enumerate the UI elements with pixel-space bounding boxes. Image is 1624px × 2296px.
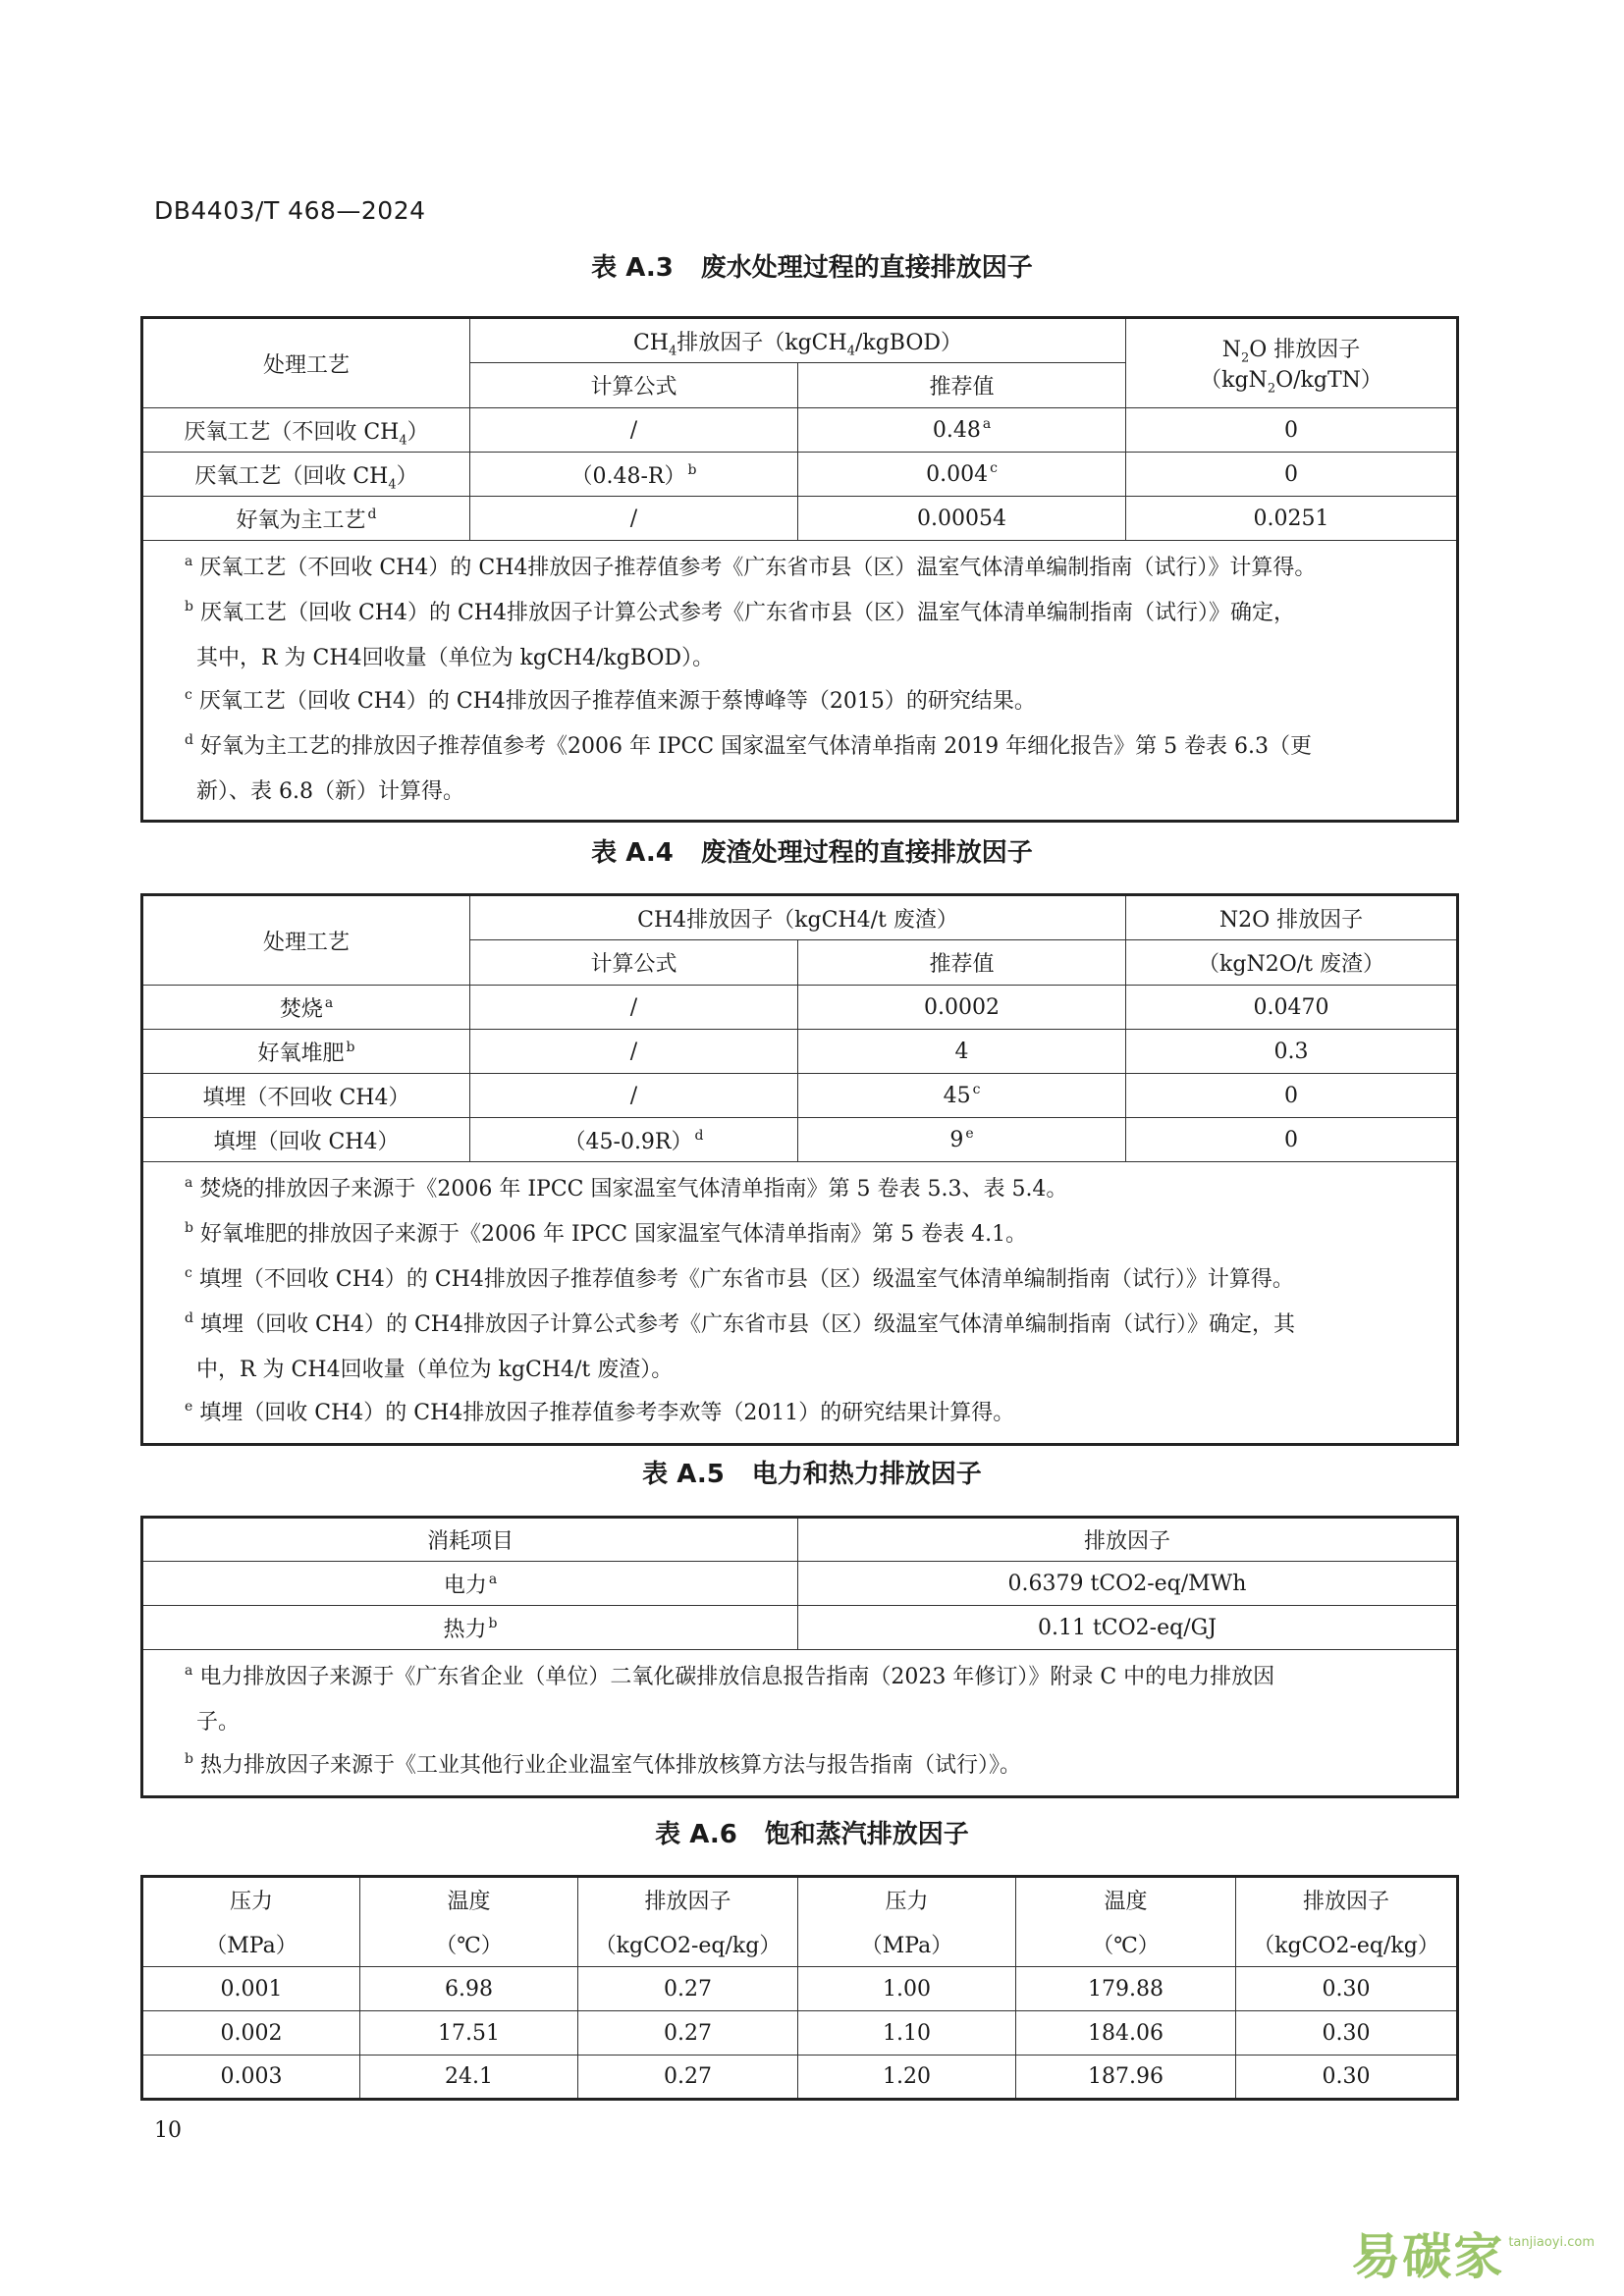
table-row <box>142 2011 1458 2056</box>
cell-item: 电力 $^a$ <box>142 1562 798 1606</box>
note-item: 子。 <box>196 1710 241 1735</box>
table-cell: 0.27 <box>578 2011 798 2056</box>
cell-process: 厌氧工艺（回收 $CH_4$） <box>142 453 470 497</box>
table-a4-header-ch4: CH4排放因子（kgCH4/t 废渣） <box>470 895 1126 940</box>
table-a3-title: 废水处理过程的直接排放因子 <box>700 253 1033 283</box>
table-cell: 0.30 <box>1236 2011 1458 2056</box>
table-cell: 1.10 <box>798 2011 1016 2056</box>
note-item: $^c$ 填埋（不回收 CH4）的 CH4排放因子推荐值参考《广东省市县（区）级温室气体清单编制指南（试行）》计算得。 <box>185 1265 1294 1292</box>
cell-formula: / <box>470 497 798 541</box>
table-a6-header-temperature: 温度 <box>1016 1877 1236 1922</box>
table-a3-header-process: 处理工艺 <box>142 318 470 408</box>
table-a4-header-process: 处理工艺 <box>142 895 470 986</box>
cell-n2o: 0 <box>1126 453 1458 497</box>
table-cell: 0.30 <box>1236 1967 1458 2011</box>
table-a6-header-temperature: 温度 <box>360 1877 578 1922</box>
cell-value: 0.00054 <box>798 497 1126 541</box>
table-cell: 1.20 <box>798 2056 1016 2100</box>
cell-process: 好氧堆肥 $^b$ <box>142 1030 470 1074</box>
table-cell: 0.001 <box>142 1967 360 2011</box>
note-item: 其中，R 为 CH4回收量（单位为 kgCH4/kgBOD）。 <box>196 646 715 670</box>
table-row <box>142 1030 1458 1074</box>
table-a6-caption <box>0 1814 1624 1850</box>
table-a4-notes <box>142 1162 1458 1445</box>
table-row <box>142 453 1458 497</box>
note-item: 新）、表 6.8（新）计算得。 <box>196 779 464 804</box>
cell-formula: / <box>470 408 798 453</box>
table-a3-header-ch4: $CH_4$排放因子（kgCH$_4$/kgBOD） <box>470 318 1126 363</box>
table-row <box>142 408 1458 453</box>
table-cell: 187.96 <box>1016 2056 1236 2100</box>
cell-value: 0.004 $^c$ <box>798 453 1126 497</box>
table-a5-notes <box>142 1650 1458 1797</box>
cell-value: 9 $^e$ <box>798 1118 1126 1162</box>
cell-value: 0.0002 <box>798 986 1126 1030</box>
cell-formula: / <box>470 1030 798 1074</box>
table-a4-header-n2o-unit: （kgN2O/t 废渣） <box>1126 940 1458 986</box>
cell-factor: 0.11 tCO2-eq/GJ <box>798 1606 1458 1650</box>
table-a4-title: 废渣处理过程的直接排放因子 <box>700 838 1033 868</box>
note-item: $^d$ 填埋（回收 CH4）的 CH4排放因子计算公式参考《广东省市县（区）级温室气体清单编制指南（试行）》确定，其 <box>185 1310 1295 1337</box>
watermark-domain: tanjiaoyi.com <box>1508 2235 1595 2250</box>
note-item: $^d$ 好氧为主工艺的排放因子推荐值参考《2006 年 IPCC 国家温室气体清单指南 2019 年细化报告》第 5 卷表 6.3（更 <box>185 732 1313 759</box>
table-a5-header-factor: 排放因子 <box>798 1518 1458 1562</box>
table-a6-header-unit: （kgCO2-eq/kg） <box>578 1922 798 1967</box>
table-row <box>142 497 1458 541</box>
document-number: DB4403/T 468—2024 <box>154 196 426 225</box>
table-a6-header-unit: （℃） <box>1016 1922 1236 1967</box>
table-row <box>142 1606 1458 1650</box>
table-a5-caption <box>0 1454 1624 1490</box>
table-cell: 0.002 <box>142 2011 360 2056</box>
note-item: 中，R 为 CH4回收量（单位为 kgCH4/t 废渣）。 <box>196 1358 674 1382</box>
table-row <box>142 1118 1458 1162</box>
cell-process: 好氧为主工艺 $^d$ <box>142 497 470 541</box>
cell-factor: 0.6379 tCO2-eq/MWh <box>798 1562 1458 1606</box>
cell-formula: / <box>470 986 798 1030</box>
note-item: $^a$ 电力排放因子来源于《广东省企业（单位）二氧化碳排放信息报告指南（2023 年修订）》附录 C 中的电力排放因 <box>185 1663 1275 1689</box>
note-item: $^b$ 热力排放因子来源于《工业其他行业企业温室气体排放核算方法与报告指南（试行）》。 <box>185 1751 1021 1778</box>
table-cell: 6.98 <box>360 1967 578 2011</box>
table-a6 <box>140 1875 1459 2101</box>
table-a5-number: 表 A.5 <box>642 1460 725 1489</box>
table-a6-title: 饱和蒸汽排放因子 <box>764 1820 969 1849</box>
table-row <box>142 1562 1458 1606</box>
table-a3-header-n2o: $N_2O$ 排放因子（kgN$_2$O/kgTN） <box>1126 318 1458 408</box>
table-a5 <box>140 1516 1459 1798</box>
cell-item: 热力 $^b$ <box>142 1606 798 1650</box>
cell-n2o: 0 <box>1126 408 1458 453</box>
watermark-logo <box>1351 2217 1595 2288</box>
table-a4-header-n2o: N2O 排放因子 <box>1126 895 1458 940</box>
table-a3-header-recommended: 推荐值 <box>798 363 1126 408</box>
cell-process: 填埋（不回收 CH4） <box>142 1074 470 1118</box>
cell-process: 焚烧 $^a$ <box>142 986 470 1030</box>
cell-n2o: 0.0470 <box>1126 986 1458 1030</box>
cell-value: 45 $^c$ <box>798 1074 1126 1118</box>
table-a4-header-recommended: 推荐值 <box>798 940 1126 986</box>
table-a6-header-unit: （MPa） <box>142 1922 360 1967</box>
table-a6-header-unit: （kgCO2-eq/kg） <box>1236 1922 1458 1967</box>
table-a6-header-unit: （MPa） <box>798 1922 1016 1967</box>
cell-n2o: 0.3 <box>1126 1030 1458 1074</box>
note-item: $^a$ 焚烧的排放因子来源于《2006 年 IPCC 国家温室气体清单指南》第 5 卷表 5.3、表 5.4。 <box>185 1175 1068 1201</box>
table-cell: 0.27 <box>578 2056 798 2100</box>
cell-formula: （0.48-R） $^b$ <box>470 453 798 497</box>
note-item: $^c$ 厌氧工艺（回收 CH4）的 CH4排放因子推荐值来源于蔡博峰等（2015）的研究结果。 <box>185 687 1036 714</box>
table-a6-header-pressure: 压力 <box>142 1877 360 1922</box>
table-cell: 184.06 <box>1016 2011 1236 2056</box>
watermark-brand: 易碳家 <box>1351 2228 1505 2285</box>
cell-n2o: 0.0251 <box>1126 497 1458 541</box>
table-cell: 0.003 <box>142 2056 360 2100</box>
table-row <box>142 2056 1458 2100</box>
table-a5-title: 电力和热力排放因子 <box>751 1460 982 1489</box>
table-a3-caption <box>0 247 1624 284</box>
note-item: $^e$ 填埋（回收 CH4）的 CH4排放因子推荐值参考李欢等（2011）的研究结果计算得。 <box>185 1399 1015 1425</box>
note-item: $^b$ 好氧堆肥的排放因子来源于《2006 年 IPCC 国家温室气体清单指南》第 5 卷表 4.1。 <box>185 1220 1028 1247</box>
table-a4 <box>140 893 1459 1446</box>
cell-value: 0.48 $^a$ <box>798 408 1126 453</box>
cell-process: 厌氧工艺（不回收 $CH_4$） <box>142 408 470 453</box>
table-a6-number: 表 A.6 <box>655 1820 737 1849</box>
table-cell: 24.1 <box>360 2056 578 2100</box>
table-a3 <box>140 316 1459 823</box>
table-row <box>142 1967 1458 2011</box>
table-a4-caption <box>0 832 1624 869</box>
table-a6-header-pressure: 压力 <box>798 1877 1016 1922</box>
table-a3-notes <box>142 541 1458 822</box>
table-a4-header-formula: 计算公式 <box>470 940 798 986</box>
table-a6-header-unit: （℃） <box>360 1922 578 1967</box>
table-cell: 17.51 <box>360 2011 578 2056</box>
cell-n2o: 0 <box>1126 1118 1458 1162</box>
table-row <box>142 1074 1458 1118</box>
table-cell: 1.00 <box>798 1967 1016 2011</box>
page-number: 10 <box>154 2118 182 2143</box>
table-row <box>142 986 1458 1030</box>
table-a4-number: 表 A.4 <box>591 838 674 868</box>
table-a6-header-factor: 排放因子 <box>1236 1877 1458 1922</box>
note-item: $^a$ 厌氧工艺（不回收 CH4）的 CH4排放因子推荐值参考《广东省市县（区）温室气体清单编制指南（试行）》计算得。 <box>185 554 1317 580</box>
cell-value: 4 <box>798 1030 1126 1074</box>
table-cell: 0.27 <box>578 1967 798 2011</box>
table-a3-header-formula: 计算公式 <box>470 363 798 408</box>
table-a3-number: 表 A.3 <box>591 253 674 283</box>
table-a6-header-factor: 排放因子 <box>578 1877 798 1922</box>
table-cell: 179.88 <box>1016 1967 1236 2011</box>
table-cell: 0.30 <box>1236 2056 1458 2100</box>
cell-formula: （45-0.9R） $^d$ <box>470 1118 798 1162</box>
cell-process: 填埋（回收 CH4） <box>142 1118 470 1162</box>
table-a5-header-item: 消耗项目 <box>142 1518 798 1562</box>
note-item: $^b$ 厌氧工艺（回收 CH4）的 CH4排放因子计算公式参考《广东省市县（区）温室气体清单编制指南（试行）》确定， <box>185 599 1295 625</box>
cell-formula: / <box>470 1074 798 1118</box>
cell-n2o: 0 <box>1126 1074 1458 1118</box>
